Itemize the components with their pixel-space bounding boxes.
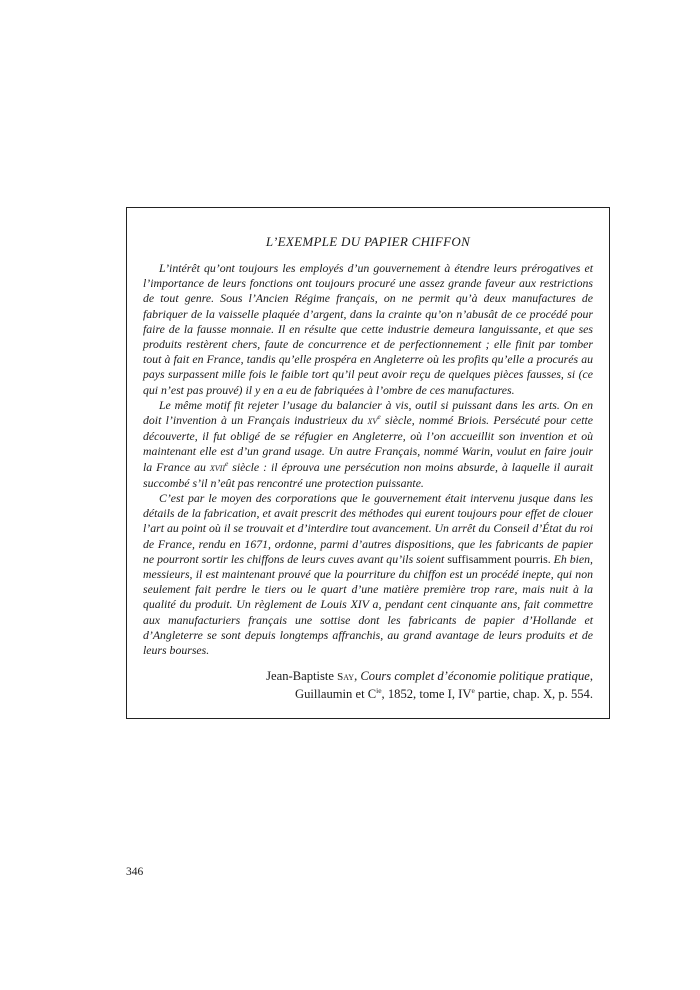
citation-line-1	[143, 668, 593, 686]
paragraph-3-upright: suffisamment pourris.	[447, 551, 551, 566]
paragraph-2-part-a: Le même motif fit rejeter l’usage du balancier à vis, outil si puissant dans les arts. On en doit l’invention à un Français industrieux du	[143, 397, 593, 428]
paragraph-3-part-a: C’est par le moyen des corporations que le gouvernement était intervenu jusque dans les détails de la fabrication, et avait prescrit des méthodes qui eurent toujours pour effet de clouer l’art au point où il se trouvait et d’interdire tout avancement. Un arrêt du Conseil d’État du roi de France, rendu en 1671, ordonne, parmi d’autres dispositions, que les fabricants de papier ne pourront sortir les chiffons de leurs cuves avant qu’ils soient	[143, 491, 593, 566]
paragraph-3-part-b: Eh bien, messieurs, il est maintenant prouvé que la pourriture du chiffon est un procédé inepte, qui non seulement fait perdre le tiers ou le quart d’une matière première trop rare, mais nuit à la qualité du produit. Un règlement de Louis XIV a, pendant cent cinquante ans, fait commettre aux manufacturiers français une sottise dont les fabricants de papier d’Hollande et d’Angleterre se sont depuis longtemps affranchis, au grand avantage de leurs produits et de leurs bourses.	[143, 551, 593, 658]
citation-publisher: Guillaumin et C	[294, 686, 377, 701]
paragraph-1: L’intérêt qu’ont toujours les employés d’un gouvernement à étendre leurs prérogatives et l’importance de leurs fonctions ont toujours procuré une assez grande faveur aux restrictions de tout genre. Sous l’Ancien Régime français, on ne permit qu’à deux manufactures de fabriquer de la vaisselle plaquée d’argent, dans la crainte qu’on n’abusât de ce procédé pour faire de la fausse monnaie. Il en résulte que cette industrie demeura languissante, et que ses produits restèrent chers, faute de concurrence et de perfectionnement ; elle finit par tomber tout à fait en France, tandis qu’elle prospéra en Angleterre où les profits qu’elle a procurés au pays surpassent mille fois le faible tort qu’il peut avoir reçu de quelques pièces fausses, si (ce qui n’est pas prouvé) il y en a eu de fabriquées à l’ombre de ces manufactures.	[143, 261, 593, 397]
citation-separator: ,	[354, 669, 361, 684]
citation-author-last: Say	[337, 671, 355, 684]
paragraph-2	[143, 398, 593, 491]
citation-line1-end: ,	[589, 669, 593, 684]
century-seventeenth-sup: e	[225, 458, 229, 468]
citation	[143, 668, 593, 702]
century-seventeenth: xvii	[209, 461, 225, 474]
citation-author-first: Jean-Baptiste	[266, 669, 338, 684]
quote-box	[126, 207, 610, 719]
citation-details-sup: e	[471, 685, 475, 695]
paragraph-2-part-c: siècle : il éprouva une persécution non moins absurde, à laquelle il aurait succombé s’il n’eût pas rencontré une protection puissante.	[143, 459, 593, 490]
page-number: 346	[126, 866, 144, 878]
citation-details-a: , 1852, tome I, IV	[381, 686, 472, 701]
paragraph-3	[143, 491, 593, 658]
citation-line-2	[143, 686, 593, 703]
citation-details-b: partie, chap. X, p. 554.	[474, 686, 593, 701]
century-fifteenth: xv	[367, 415, 378, 428]
paragraph-2-part-b: siècle, nommé Briois. Persécuté pour cette découverte, il fut obligé de se réfugier en Angleterre, où l’on accueillit son invention et où maintenant elle est d’un grand usage. Un autre Français, nommé Warin, voulut en faire jouir la France au	[143, 413, 593, 474]
citation-publisher-sup: ie	[376, 685, 382, 695]
citation-work: Cours complet d’économie politique pratique	[360, 669, 590, 684]
box-title: L’EXEMPLE DU PAPIER CHIFFON	[265, 234, 471, 249]
century-fifteenth-sup: e	[377, 412, 381, 422]
